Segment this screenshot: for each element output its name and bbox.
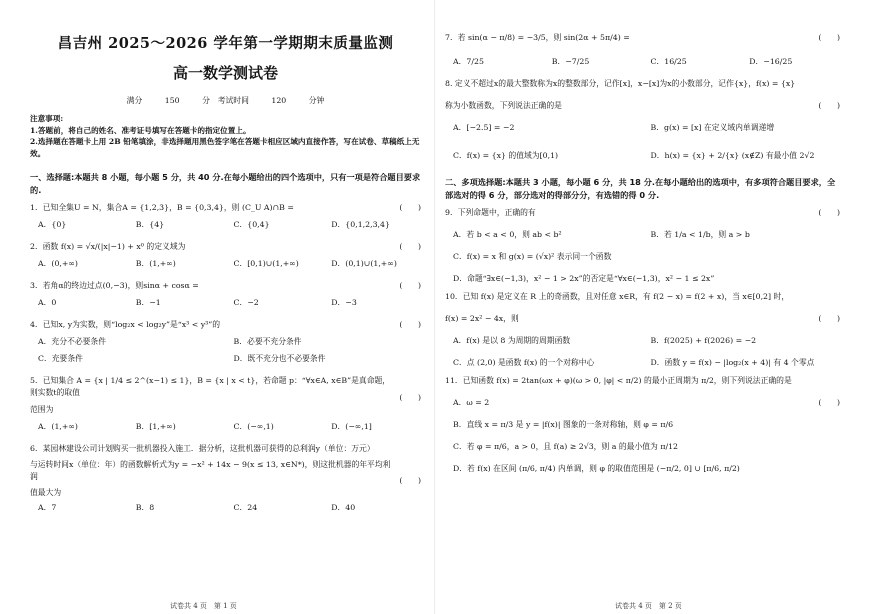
question-6-stem-line-2: 与运转时间x（单位：年）的函数解析式为y = −x² + 14x − 9(x ≤ 13, x∈N*)，则这批机器的年平均利润 [30,460,391,481]
option-c: C．{0,4} [233,220,270,229]
option-a: A．{0} [38,220,67,229]
question-5 [30,375,421,416]
question-5-options [30,421,421,433]
option-c: C．−2 [233,298,259,307]
answer-bracket: ( ) [818,398,840,407]
option-a: A．f(x) 是以 8 为周期的周期函数 [453,336,571,345]
option-d: D．−3 [331,298,357,307]
notice-item-1: 1.答题前，将自己的姓名、准考证号填写在答题卡的指定位置上。 [30,125,251,135]
option-a: A．ω = 2 [453,398,490,407]
question-4-options-row-2 [30,353,421,365]
answer-bracket: ( ) [399,320,421,329]
answer-bracket: ( ) [399,242,421,251]
question-2-options [30,258,421,270]
option-a: A．[−2.5] = −2 [453,123,515,132]
question-9-options-row-1 [445,229,840,241]
exam-meta: 满分 150 分 考试时间 120 分钟 [126,96,325,105]
question-5-stem-line-2: 范围为 [30,405,54,414]
answer-bracket: ( ) [818,208,840,217]
answer-bracket: ( ) [818,101,840,110]
option-d: D．h(x) = {x} + 2/{x} (x∉Z) 有最小值 2√2 [650,151,815,160]
question-11 [445,375,840,387]
question-5-stem-line-1: 5．已知集合 A = {x | 1/4 ≤ 2^(x−1) ≤ 1}，B = {x | x < t}，若命题 p：“∀x∈A, x∈B”是真命题，则实数t的取值 [30,376,391,397]
notice-heading: 注意事项: [30,114,64,123]
option-a: A．(0,+∞) [38,259,78,268]
question-6-options [30,502,421,514]
answer-bracket: ( ) [399,476,421,485]
exam-title: 昌吉州 2025～2026 学年第一学期期末质量监测 [57,35,394,52]
question-5-stem-line-2-row [30,404,391,416]
option-c: C．[0,1)∪(1,+∞) [233,259,299,268]
option-d: D．既不充分也不必要条件 [233,354,326,363]
question-3 [30,280,421,292]
question-4-stem: 4．已知x, y为实数，则“log₂x < log₂y”是“x³ < y³”的 [30,320,221,329]
option-b: B．−7/25 [551,57,590,66]
option-b: B．必要不充分条件 [233,337,302,346]
question-9 [445,207,840,219]
option-b: B．{4} [135,220,165,229]
option-c: C．f(x) = {x} 的值域为[0,1) [453,151,559,160]
option-d: D．若 f(x) 在区间 (π/6, π/4) 内单调，则 φ 的取值范围是 (−π/2, 0] ∪ [π/6, π/2) [453,464,740,473]
page-right [435,0,870,614]
option-b: B．g(x) = [x] 在定义域内单调递增 [650,123,775,132]
question-4 [30,319,421,331]
question-11-option-a-row [445,397,840,409]
question-3-options [30,297,421,309]
page-footer-right: 试卷共 4 页 第 2 页 [615,602,682,610]
section-1-heading: 一、选择题:本题共 8 小题，每小题 5 分，共 40 分.在每小题给出的四个选项中，只有一项是符合题目要求的. [30,172,421,195]
option-d: D．命题“∃x∈(−1,3)，x² − 1 > 2x”的否定是“∀x∈(−1,3)，x² − 1 ≤ 2x” [453,274,715,283]
answer-bracket: ( ) [399,203,421,212]
option-a: A．(1,+∞) [38,422,78,431]
answer-bracket: ( ) [818,33,840,42]
answer-bracket: ( ) [399,281,421,290]
option-a: A．充分不必要条件 [38,337,107,346]
option-c: C．24 [233,503,258,512]
question-6-stem-line-3: 值最大为 [30,488,62,497]
page-footer-left: 试卷共 4 页 第 1 页 [170,602,237,610]
option-b: B．若 1/a < 1/b，则 a > b [650,230,750,239]
question-10-options-row-2 [445,357,840,369]
option-a: A．0 [38,298,57,307]
question-7-options [445,56,840,68]
option-a: A．7 [38,503,57,512]
question-2 [30,241,421,253]
option-b: B．直线 x = π/3 是 y = |f(x)| 图象的一条对称轴，则 φ = π/6 [453,420,674,429]
question-1-options [30,219,421,231]
question-7 [445,32,840,44]
option-b: B．8 [135,503,155,512]
question-1 [30,202,421,214]
section-2-heading: 二、多项选择题:本题共 3 小题，每小题 6 分，共 18 分.在每小题给出的选项中，有多项符合题目要求，全部选对的得 6 分，部分选对的得部分分，有选错的得 0 分. [445,177,836,200]
question-10-options-row-1 [445,335,840,347]
notice-item-2: 2.选择题在答题卡上用 2B 铅笔填涂，非选择题用黑色签字笔在答题卡相应区域内直接作答，写在试卷、草稿纸上无效。 [30,137,420,158]
question-8-options-row-1 [445,122,840,134]
option-c: C．(−∞,1) [233,422,274,431]
notice-block [30,113,421,159]
question-1-stem: 1．已知全集U = N，集合A = {1,2,3}，B = {0,3,4}，则 (C_U A)∩B = [30,203,294,212]
option-c: C．充要条件 [38,354,83,363]
option-b: B．[1,+∞) [135,422,176,431]
question-10 [445,291,840,325]
option-a: A．7/25 [453,57,484,66]
option-a: A．若 b < a < 0，则 ab < b² [453,230,562,239]
question-10-stem-line-2: f(x) = 2x² − 4x，则 [445,314,519,323]
answer-bracket: ( ) [399,393,421,402]
option-c: C．16/25 [650,57,687,66]
question-6 [30,443,421,499]
question-7-stem: 7．若 sin(α − π/8) = −3/5，则 sin(2α + 5π/4) = [445,33,630,42]
option-c: C．点 (2,0) 是函数 f(x) 的一个对称中心 [453,358,595,367]
question-3-stem: 3．若角α的终边过点(0,−3)，则sinα + cosα = [30,281,199,290]
option-d: D．函数 y = f(x) − |log₂(x + 4)| 有 4 个零点 [650,358,815,367]
exam-subtitle: 高一数学测试卷 [172,64,278,82]
option-b: B．(1,+∞) [135,259,176,268]
option-d: D．−16/25 [749,57,793,66]
option-d: D．(0,1)∪(1,+∞) [331,259,397,268]
question-10-stem-line-1: 10．已知 f(x) 是定义在 R 上的奇函数，且对任意 x∈R，有 f(2 − x) = f(2 + x)，当 x∈[0,2] 时， [445,292,790,301]
answer-bracket: ( ) [818,314,840,323]
question-8-stem-line-1: 8. 定义不超过x的最大整数称为x的整数部分，记作[x]，x−[x]为x的小数部分，记作{x}，f(x) = {x} [445,79,796,88]
question-6-stem-line-1: 6．某园林建设公司计划购买一批机器投入施工．据分析，这批机器可获得的总利润y（单位：万元） [30,444,375,453]
question-8-stem-line-2: 称为小数函数，下列说法正确的是 [445,101,562,110]
option-b: B．−1 [135,298,161,307]
option-c: C．若 φ = π/6，a > 0，且 f(a) ≥ 2√3，则 a 的最小值为 π/12 [453,442,678,451]
option-b: B．f(2025) + f(2026) = −2 [650,336,757,345]
question-4-options-row-1 [30,336,421,348]
option-d: D．40 [331,503,356,512]
question-9-stem: 9．下列命题中，正确的有 [445,208,536,217]
option-c: C．f(x) = x 和 g(x) = (√x)² 表示同一个函数 [453,252,612,261]
question-8-options-row-2 [445,150,840,162]
question-8 [445,78,840,112]
question-2-stem: 2．函数 f(x) = √x/(|x|−1) + x⁰ 的定义域为 [30,242,186,251]
option-d: D．{0,1,2,3,4} [331,220,390,229]
option-d: D．(−∞,1] [331,422,372,431]
question-11-stem: 11．已知函数 f(x) = 2tan(ωx + φ)(ω > 0, |φ| < π/2) 的最小正周期为 π/2，则下列说法正确的是 [445,376,792,385]
